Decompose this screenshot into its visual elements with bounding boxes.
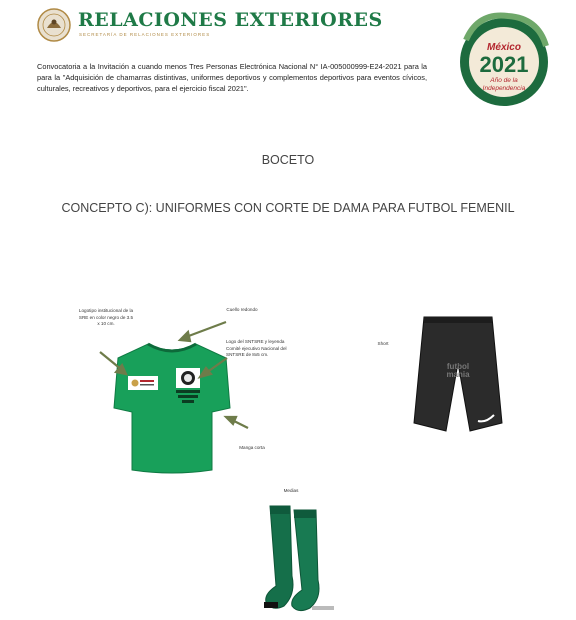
annotation-sleeve: Manga corta xyxy=(239,445,265,450)
convocatoria-text: Convocatoria a la Invitación a cuando menos Tres Personas Electrónica Nacional N° IA-005000999-E24-2021 para la para la "Adquisición de chamarras distintivas, uniformes deportivos y complementos deportivos para eventos cívicos, culturales, recreativos y deportivos, para el ejercicio fiscal 2021". xyxy=(37,62,427,93)
svg-text:futbol: futbol xyxy=(446,362,470,371)
page-title: BOCETO xyxy=(261,153,315,167)
seal-line2: Independencia xyxy=(482,85,526,92)
brand-subtitle: SECRETARÍA DE RELACIONES EXTERIORES xyxy=(79,32,211,37)
seal-country: México xyxy=(487,42,521,53)
concept-title: CONCEPTO C): UNIFORMES CON CORTE DE DAMA PARA FUTBOL FEMENIL xyxy=(61,201,515,215)
shorts-illustration xyxy=(412,313,504,435)
annotation-collar: Cuello redondo xyxy=(226,307,258,312)
brand-title: RELACIONES EXTERIORES xyxy=(78,9,383,31)
annotation-logo: Logotipo institucional de la SRE en color negro de 3.5 x 10 cm. xyxy=(78,308,134,326)
svg-text:mania: mania xyxy=(446,370,470,379)
annotation-socks: Medias xyxy=(283,488,299,493)
annotation-union-logo: Logo del SNTSRE y leyenda Comité ejecutivo Nacional del SNTSRE de 8x5 cm. xyxy=(226,339,287,357)
annotation-short: Short xyxy=(377,341,389,346)
socks-illustration xyxy=(262,502,342,614)
seal-line1: Año de la xyxy=(490,77,518,84)
seal-year: 2021 xyxy=(479,52,529,77)
